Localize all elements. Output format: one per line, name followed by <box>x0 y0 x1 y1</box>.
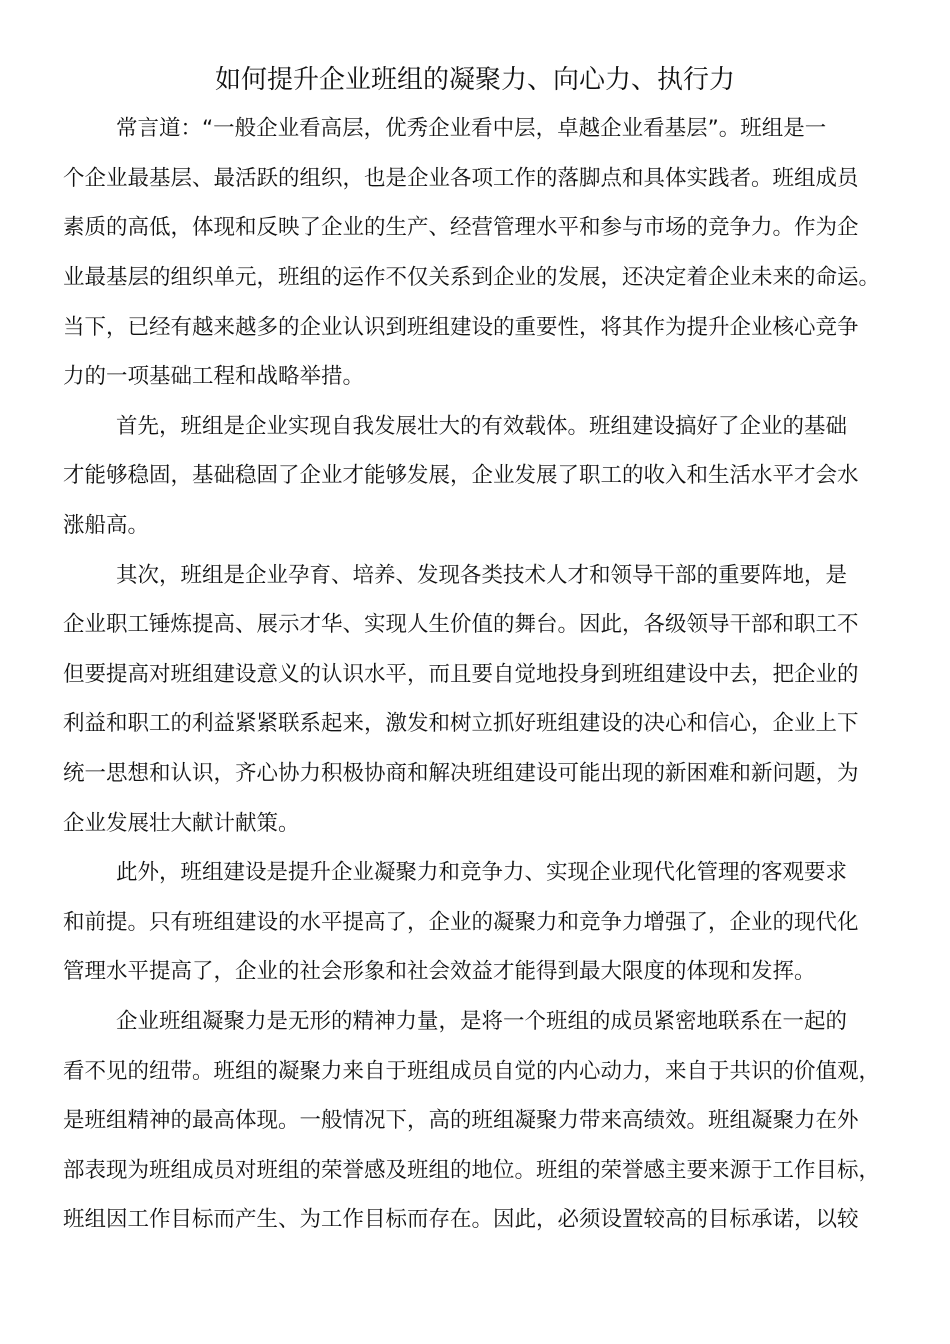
text-line: 企业职工锤炼提高、展示才华、实现人生价值的舞台。因此，各级领导干部和职工不 <box>63 612 859 637</box>
text-line: 个企业最基层、最活跃的组织，也是企业各项工作的落脚点和具体实践者。班组成员 <box>63 166 859 191</box>
text-line: 涨船高。 <box>63 513 150 538</box>
text-line: 企业发展壮大献计献策。 <box>63 811 300 836</box>
text-line: 利益和职工的利益紧紧联系起来，激发和树立抓好班组建设的决心和信心，企业上下 <box>63 711 859 736</box>
document-title: 如何提升企业班组的凝聚力、向心力、执行力 <box>214 65 735 95</box>
text-line: 和前提。只有班组建设的水平提高了，企业的凝聚力和竞争力增强了，企业的现代化 <box>63 910 859 935</box>
text-line: 当下，已经有越来越多的企业认识到班组建设的重要性，将其作为提升企业核心竞争 <box>63 315 859 340</box>
text-line: 看不见的纽带。班组的凝聚力来自于班组成员自觉的内心动力，来自于共识的价值观， <box>63 1059 881 1084</box>
text-line: 管理水平提高了，企业的社会形象和社会效益才能得到最大限度的体现和发挥。 <box>63 959 816 984</box>
text-line: 此外，班组建设是提升企业凝聚力和竞争力、实现企业现代化管理的客观要求 <box>116 860 848 885</box>
text-line: 其次，班组是企业孕育、培养、发现各类技术人才和领导干部的重要阵地，是 <box>116 563 848 588</box>
text-line: 常言道：“一般企业看高层，优秀企业看中层，卓越企业看基层”。班组是一 <box>116 116 827 141</box>
text-line: 素质的高低，体现和反映了企业的生产、经营管理水平和参与市场的竞争力。作为企 <box>63 215 859 240</box>
text-line: 是班组精神的最高体现。一般情况下，高的班组凝聚力带来高绩效。班组凝聚力在外 <box>63 1108 859 1133</box>
text-line: 统一思想和认识，齐心协力积极协商和解决班组建设可能出现的新困难和新问题，为 <box>63 761 859 786</box>
text-line: 班组因工作目标而产生、为工作目标而存在。因此，必须设置较高的目标承诺，以较 <box>63 1207 859 1232</box>
text-line: 力的一项基础工程和战略举措。 <box>63 364 365 389</box>
text-line: 业最基层的组织单元，班组的运作不仅关系到企业的发展，还决定着企业未来的命运。 <box>63 265 881 290</box>
text-line: 部表现为班组成员对班组的荣誉感及班组的地位。班组的荣誉感主要来源于工作目标， <box>63 1158 881 1183</box>
text-line: 首先，班组是企业实现自我发展壮大的有效载体。班组建设搞好了企业的基础 <box>116 414 848 439</box>
text-line: 企业班组凝聚力是无形的精神力量，是将一个班组的成员紧密地联系在一起的 <box>116 1009 848 1034</box>
text-line: 但要提高对班组建设意义的认识水平，而且要自觉地投身到班组建设中去，把企业的 <box>63 662 859 687</box>
text-line: 才能够稳固，基础稳固了企业才能够发展，企业发展了职工的收入和生活水平才会水 <box>63 463 859 488</box>
